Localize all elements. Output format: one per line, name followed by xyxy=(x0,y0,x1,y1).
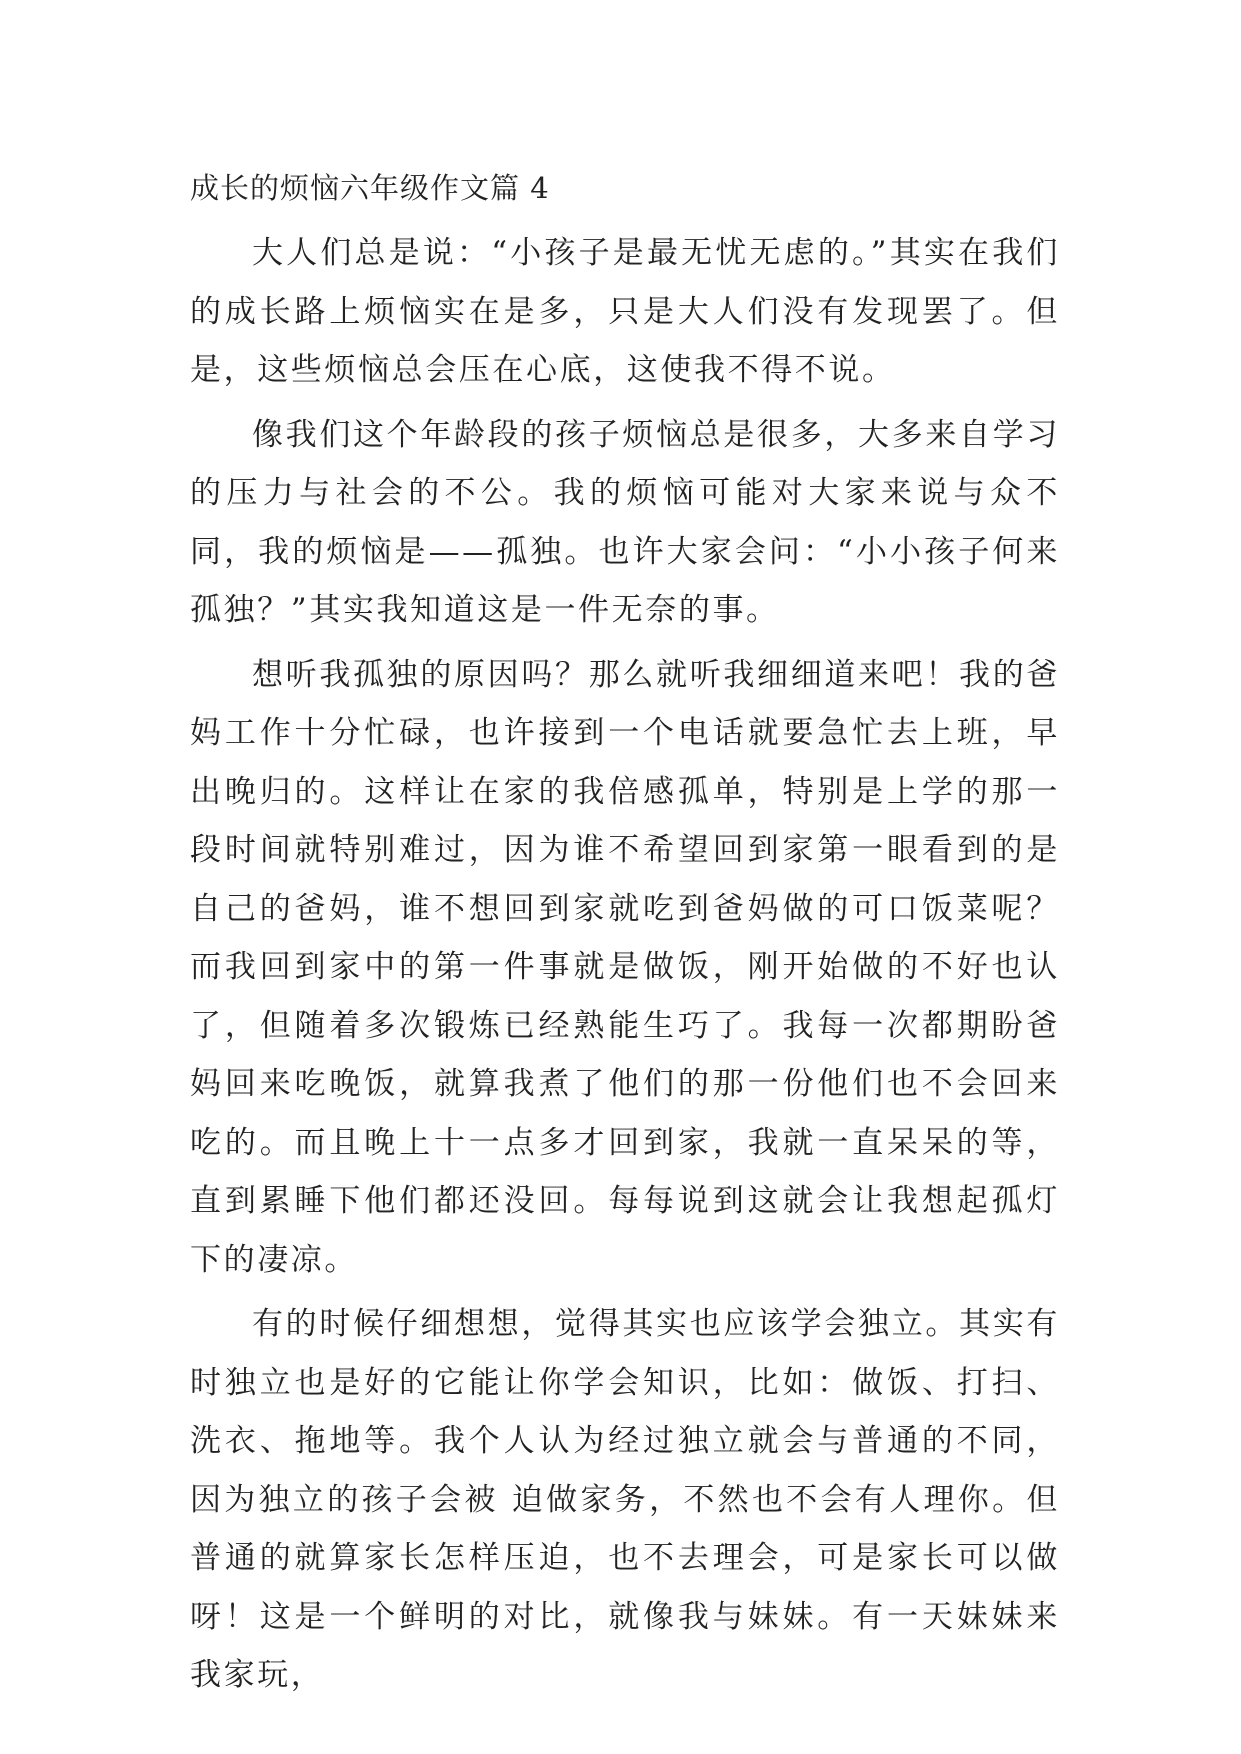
paragraph-3: 想听我孤独的原因吗？那么就听我细细道来吧！我的爸妈工作十分忙碌，也许接到一个电话就要急忙去上班，早出晚归的。这样让在家的我倍感孤单，特别是上学的那一段时间就特别难过，因为谁不希望回到家第一眼看到的是自己的爸妈，谁不想回到家就吃到爸妈做的可口饭菜呢？而我回到家中的第一件事就是做饭，刚开始做的不好也认了，但随着多次锻炼已经熟能生巧了。我每一次都期盼爸妈回来吃晚饭，就算我煮了他们的那一份他们也不会回来吃的。而且晚上十一点多才回到家，我就一直呆呆的等，直到累睡下他们都还没回。每每说到这就会让我想起孤灯下的凄凉。 xyxy=(190,656,1060,1278)
document-title: 成长的烦恼六年级作文篇 4 xyxy=(190,171,550,205)
paragraph-2: 像我们这个年龄段的孩子烦恼总是很多，大多来自学习的压力与社会的不公。我的烦恼可能对大家来说与众不同，我的烦恼是——孤独。也许大家会问：“小小孩子何来孤独？”其实我知道这是一件无奈的事。 xyxy=(190,416,1060,628)
paragraph-1: 大人们总是说：“小孩子是最无忧无虑的。”其实在我们的成长路上烦恼实在是多，只是大人们没有发现罢了。但是，这些烦恼总会压在心底，这使我不得不说。 xyxy=(190,235,1060,388)
document-body xyxy=(190,160,1060,1705)
paragraph-4: 有的时候仔细想想，觉得其实也应该学会独立。其实有时独立也是好的它能让你学会知识，比如：做饭、打扫、洗衣、拖地等。我个人认为经过独立就会与普通的不同，因为独立的孩子会被 迫做家务，不然也不会有人理你。但普通的就算家长怎样压迫，也不去理会，可是家长可以做呀！这是一个鲜明的对比，就像我与妹妹。有一天妹妹来我家玩， xyxy=(190,1306,1060,1693)
